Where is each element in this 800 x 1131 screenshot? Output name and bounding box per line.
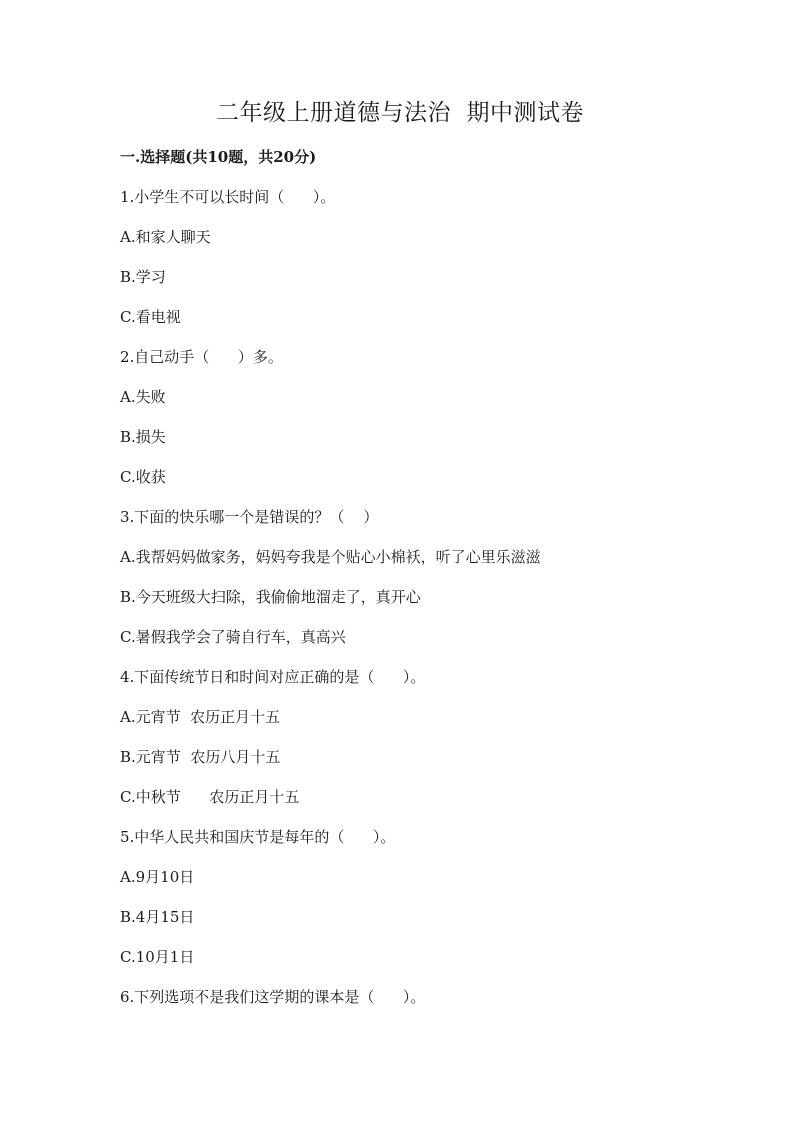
question-5-option-c: C.10月1日: [120, 948, 195, 966]
section-heading: 一.选择题(共10题，共20分): [120, 148, 317, 166]
question-stem-6: 6.下列选项不是我们这学期的课本是（ ）。: [120, 988, 426, 1006]
question-4-option-c: C.中秋节 农历正月十五: [120, 788, 300, 806]
question-stem-1: 1.小学生不可以长时间（ ）。: [120, 188, 336, 206]
question-5-option-b: B.4月15日: [120, 908, 195, 926]
question-stem-5: 5.中华人民共和国庆节是每年的（ ）。: [120, 828, 396, 846]
question-1-option-a: A.和家人聊天: [120, 228, 211, 246]
question-stem-3: 3.下面的快乐哪一个是错误的？（ ）: [120, 508, 379, 526]
question-list: [120, 186, 720, 1026]
question-2-option-a: A.失败: [120, 388, 166, 406]
question-stem-4: 4.下面传统节日和时间对应正确的是（ ）。: [120, 668, 426, 686]
question-1-option-c: C.看电视: [120, 308, 181, 326]
question-3-option-b: B.今天班级大扫除，我偷偷地溜走了，真开心: [120, 588, 421, 606]
question-5-option-a: A.9月10日: [120, 868, 195, 886]
question-3-option-a: A.我帮妈妈做家务，妈妈夸我是个贴心小棉袄，听了心里乐滋滋: [120, 548, 541, 566]
question-4-option-a: A.元宵节 农历正月十五: [120, 708, 281, 726]
question-3-option-c: C.暑假我学会了骑自行车，真高兴: [120, 628, 346, 646]
question-4-option-b: B.元宵节 农历八月十五: [120, 748, 281, 766]
question-2-option-b: B.损失: [120, 428, 166, 446]
question-stem-2: 2.自己动手（ ）多。: [120, 348, 283, 366]
question-2-option-c: C.收获: [120, 468, 166, 486]
page-title: 二年级上册道德与法治 期中测试卷: [215, 100, 585, 126]
question-1-option-b: B.学习: [120, 268, 166, 286]
